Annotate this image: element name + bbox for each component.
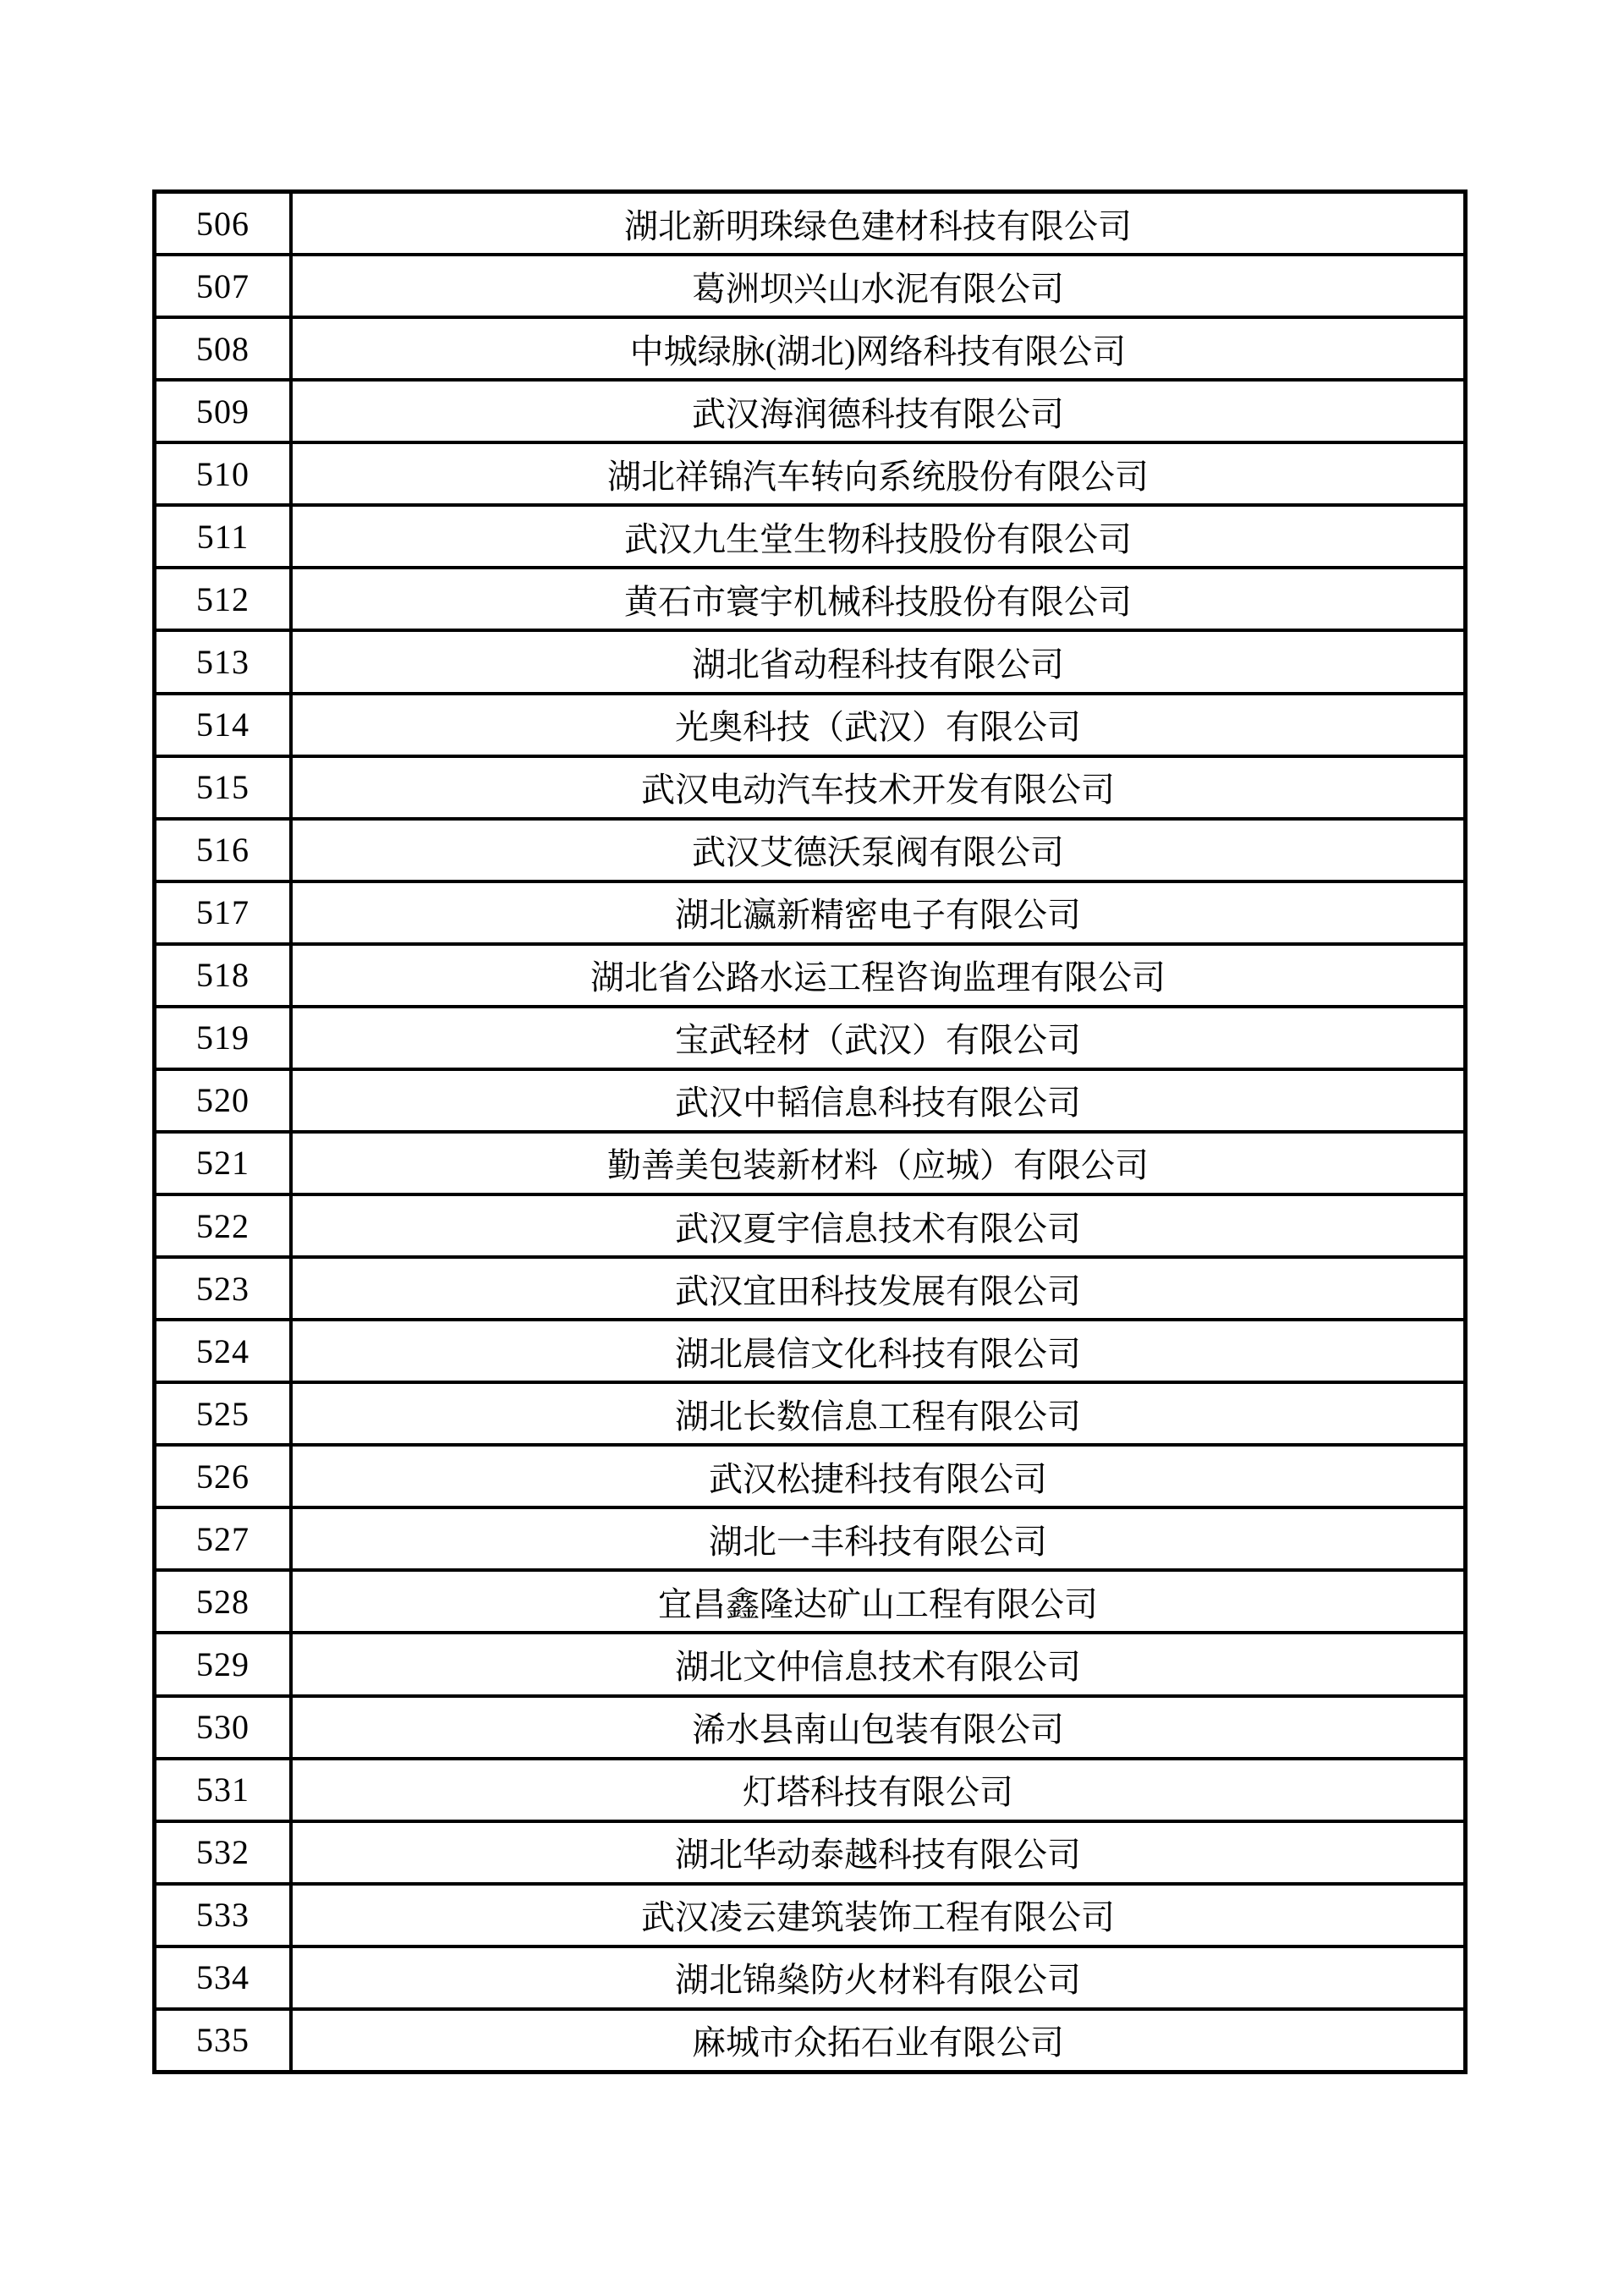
company-name: 武汉海润德科技有限公司 <box>692 394 1064 433</box>
table-row <box>156 695 1463 758</box>
row-index: 516 <box>156 821 293 880</box>
row-index: 535 <box>156 2011 293 2070</box>
row-index: 533 <box>156 1886 293 1945</box>
company-name: 湖北省动程科技有限公司 <box>692 645 1064 684</box>
table-row <box>156 1196 1463 1259</box>
table-row <box>156 1760 1463 1823</box>
company-name: 光奥科技（武汉）有限公司 <box>675 708 1081 747</box>
row-index: 534 <box>156 1948 293 2007</box>
row-index: 521 <box>156 1134 293 1193</box>
company-name: 武汉松捷科技有限公司 <box>709 1459 1047 1498</box>
company-name: 麻城市众拓石业有限公司 <box>692 2023 1064 2062</box>
row-index: 511 <box>156 507 293 566</box>
company-name: 湖北长数信息工程有限公司 <box>675 1397 1081 1436</box>
row-index: 514 <box>156 695 293 755</box>
table-row <box>156 194 1463 256</box>
table-row <box>156 758 1463 821</box>
table-row <box>156 821 1463 883</box>
table-row <box>156 1823 1463 1886</box>
table-row <box>156 382 1463 444</box>
table-row <box>156 1071 1463 1134</box>
company-name: 武汉中韬信息科技有限公司 <box>675 1084 1081 1123</box>
company-name: 武汉九生堂生物科技股份有限公司 <box>624 519 1132 558</box>
company-name: 湖北省公路水运工程咨询监理有限公司 <box>590 958 1166 997</box>
company-name: 湖北新明珠绿色建材科技有限公司 <box>624 206 1132 245</box>
table-row <box>156 1948 1463 2011</box>
row-index: 524 <box>156 1321 293 1381</box>
table-row <box>156 319 1463 382</box>
row-index: 531 <box>156 1760 293 1820</box>
table-row <box>156 1321 1463 1384</box>
row-index: 518 <box>156 946 293 1005</box>
table-row <box>156 1698 1463 1760</box>
row-index: 513 <box>156 632 293 691</box>
row-index: 517 <box>156 883 293 942</box>
table-row <box>156 1259 1463 1321</box>
row-index: 509 <box>156 382 293 441</box>
row-index: 508 <box>156 319 293 378</box>
table-row <box>156 1572 1463 1634</box>
table-row <box>156 569 1463 632</box>
company-name: 湖北锦燊防火材料有限公司 <box>675 1961 1081 2000</box>
table-row <box>156 444 1463 507</box>
row-index: 506 <box>156 194 293 253</box>
row-index: 510 <box>156 444 293 503</box>
table-row <box>156 1509 1463 1572</box>
company-name: 宜昌鑫隆达矿山工程有限公司 <box>658 1584 1098 1623</box>
table-row <box>156 1886 1463 1948</box>
table-row <box>156 1447 1463 1509</box>
company-name: 勤善美包装新材料（应城）有限公司 <box>607 1146 1149 1185</box>
company-name: 湖北华动泰越科技有限公司 <box>675 1836 1081 1875</box>
company-name: 武汉凌云建筑装饰工程有限公司 <box>641 1898 1115 1937</box>
company-name: 灯塔科技有限公司 <box>743 1773 1013 1812</box>
table-row <box>156 883 1463 946</box>
company-name: 武汉电动汽车技术开发有限公司 <box>641 771 1115 810</box>
table-row <box>156 946 1463 1008</box>
company-name: 武汉宜田科技发展有限公司 <box>675 1271 1081 1310</box>
row-index: 532 <box>156 1823 293 1882</box>
row-index: 530 <box>156 1698 293 1757</box>
row-index: 529 <box>156 1634 293 1694</box>
table-row <box>156 1384 1463 1447</box>
company-list-table <box>152 189 1468 2074</box>
row-index: 525 <box>156 1384 293 1443</box>
company-name: 中城绿脉(湖北)网络科技有限公司 <box>629 332 1127 371</box>
table-row <box>156 507 1463 569</box>
company-name: 宝武轻材（武汉）有限公司 <box>675 1021 1081 1060</box>
company-name: 湖北瀛新精密电子有限公司 <box>675 896 1081 935</box>
company-name: 葛洲坝兴山水泥有限公司 <box>692 269 1064 308</box>
row-index: 522 <box>156 1196 293 1255</box>
company-name: 武汉夏宇信息技术有限公司 <box>675 1209 1081 1248</box>
row-index: 507 <box>156 256 293 316</box>
company-name: 湖北文仲信息技术有限公司 <box>675 1647 1081 1686</box>
table-row <box>156 1008 1463 1071</box>
row-index: 520 <box>156 1071 293 1130</box>
company-name: 黄石市寰宇机械科技股份有限公司 <box>624 582 1132 621</box>
row-index: 526 <box>156 1447 293 1506</box>
table-row <box>156 1134 1463 1196</box>
table-row <box>156 1634 1463 1697</box>
company-name: 湖北祥锦汽车转向系统股份有限公司 <box>607 457 1149 496</box>
company-name: 湖北一丰科技有限公司 <box>709 1522 1047 1561</box>
row-index: 515 <box>156 758 293 817</box>
company-name: 湖北晨信文化科技有限公司 <box>675 1334 1081 1373</box>
table-row <box>156 632 1463 695</box>
company-name: 武汉艾德沃泵阀有限公司 <box>692 833 1064 872</box>
row-index: 519 <box>156 1008 293 1068</box>
row-index: 527 <box>156 1509 293 1568</box>
row-index: 512 <box>156 569 293 629</box>
table-row <box>156 256 1463 319</box>
table-row <box>156 2011 1463 2070</box>
row-index: 523 <box>156 1259 293 1318</box>
company-name: 浠水县南山包装有限公司 <box>692 1710 1064 1749</box>
row-index: 528 <box>156 1572 293 1631</box>
